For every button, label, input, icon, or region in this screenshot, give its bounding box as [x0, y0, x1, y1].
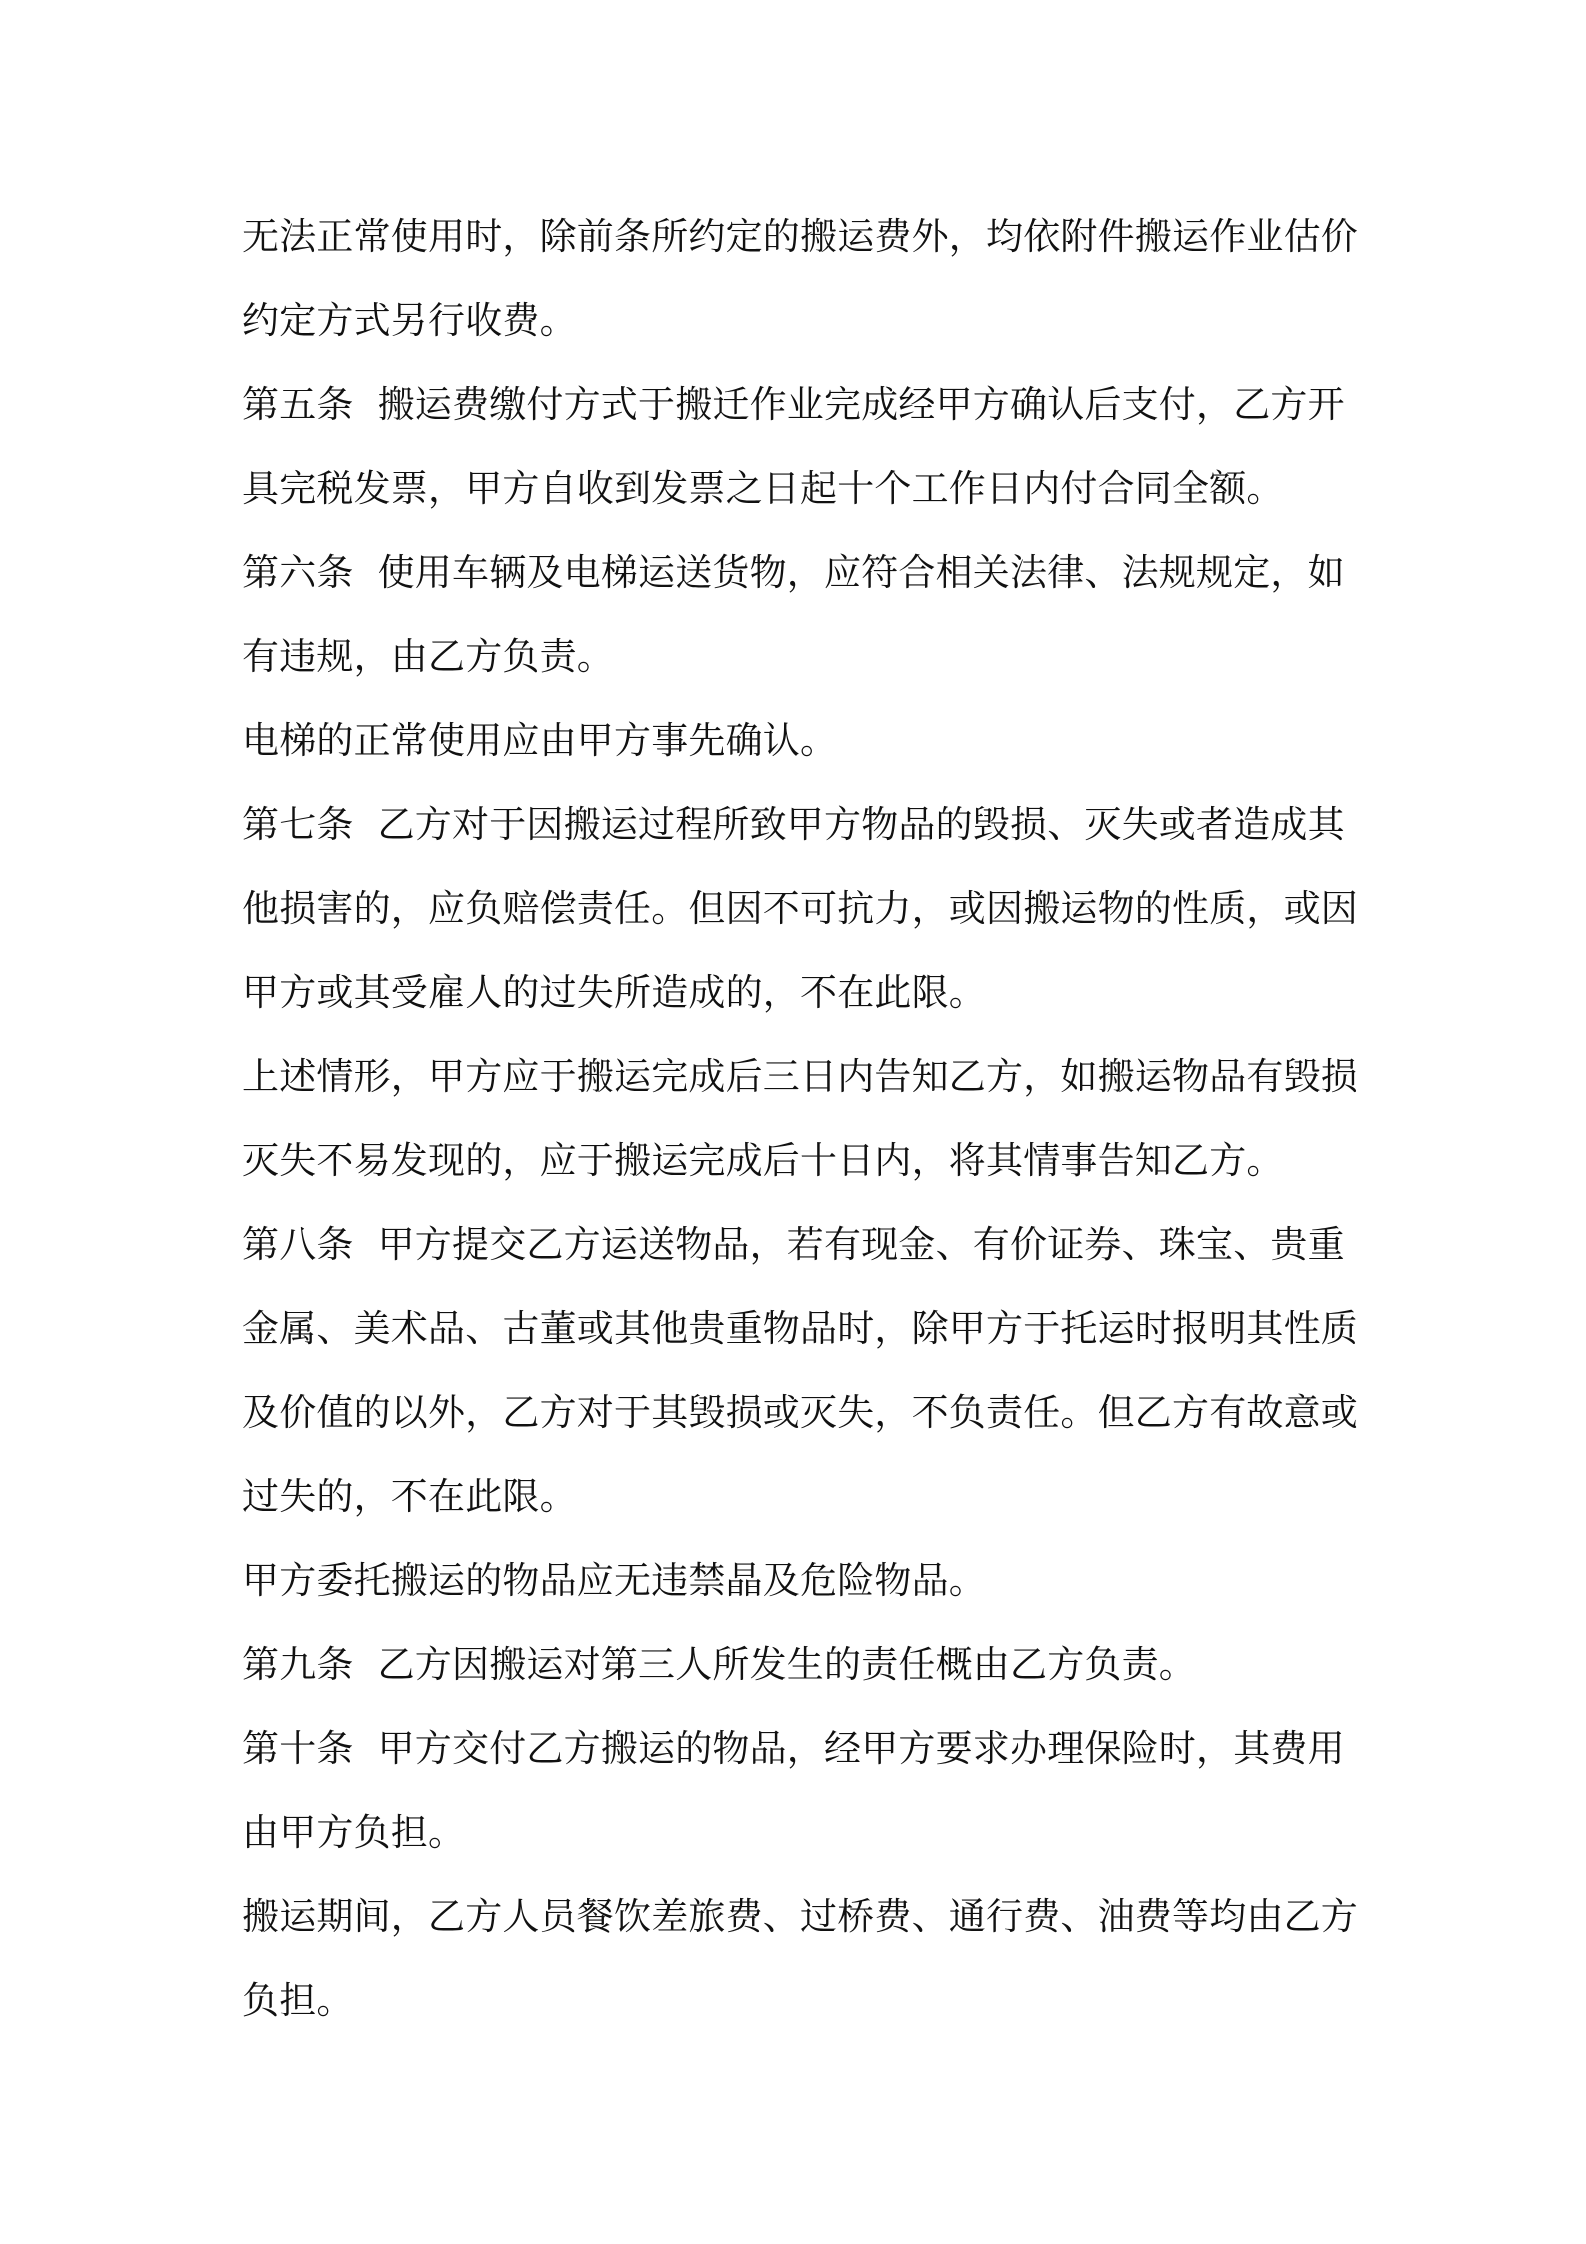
text-line [242, 951, 1362, 1035]
article-10-line [242, 1707, 1362, 1791]
line-text: 灭失不易发现的，应于搬运完成后十日内，将其情事告知乙方。 [242, 1139, 1284, 1182]
text-line [242, 1959, 1362, 2043]
article-number: 第八条 [242, 1223, 354, 1266]
document-body [242, 195, 1362, 2043]
text-line [242, 1791, 1362, 1875]
line-text: 金属、美术品、古董或其他贵重物品时，除甲方于托运时报明其性质 [242, 1307, 1358, 1350]
text-line [242, 1371, 1362, 1455]
article-number: 第七条 [242, 803, 354, 846]
text-line [242, 867, 1362, 951]
line-text: 他损害的，应负赔偿责任。但因不可抗力，或因搬运物的性质，或因 [242, 887, 1358, 930]
line-text: 负担。 [242, 1979, 354, 2022]
line-text: 甲方或其受雇人的过失所造成的，不在此限。 [242, 971, 986, 1014]
line-text: 甲方交付乙方搬运的物品，经甲方要求办理保险时，其费用 [377, 1727, 1345, 1770]
line-text: 甲方提交乙方运送物品，若有现金、有价证券、珠宝、贵重 [377, 1223, 1345, 1266]
line-text: 上述情形，甲方应于搬运完成后三日内告知乙方，如搬运物品有毁损 [242, 1055, 1358, 1098]
line-text: 由甲方负担。 [242, 1811, 466, 1854]
article-number: 第六条 [242, 551, 354, 594]
text-line [242, 1119, 1362, 1203]
article-5-line [242, 363, 1362, 447]
line-text: 搬运费缴付方式于搬迁作业完成经甲方确认后支付，乙方开 [377, 383, 1345, 426]
article-8-line [242, 1203, 1362, 1287]
line-text: 有违规，由乙方负责。 [242, 635, 614, 678]
text-line [242, 1455, 1362, 1539]
line-text: 搬运期间，乙方人员餐饮差旅费、过桥费、通行费、油费等均由乙方 [242, 1895, 1358, 1938]
article-6-line [242, 531, 1362, 615]
text-line [242, 615, 1362, 699]
text-line [242, 1035, 1362, 1119]
text-line [242, 447, 1362, 531]
line-text: 具完税发票，甲方自收到发票之日起十个工作日内付合同全额。 [242, 467, 1284, 510]
article-7-line [242, 783, 1362, 867]
article-number: 第十条 [242, 1727, 354, 1770]
line-text: 甲方委托搬运的物品应无违禁晶及危险物品。 [242, 1559, 986, 1602]
line-text: 无法正常使用时，除前条所约定的搬运费外，均依附件搬运作业估价 [242, 215, 1358, 258]
text-line [242, 195, 1362, 279]
text-line [242, 279, 1362, 363]
line-text: 乙方因搬运对第三人所发生的责任概由乙方负责。 [377, 1643, 1197, 1686]
line-text: 使用车辆及电梯运送货物，应符合相关法律、法规规定，如 [377, 551, 1345, 594]
text-line [242, 1875, 1362, 1959]
text-line [242, 699, 1362, 783]
line-text: 及价值的以外，乙方对于其毁损或灭失，不负责任。但乙方有故意或 [242, 1391, 1358, 1434]
line-text: 电梯的正常使用应由甲方事先确认。 [242, 719, 838, 762]
article-number: 第九条 [242, 1643, 354, 1686]
text-line [242, 1539, 1362, 1623]
article-number: 第五条 [242, 383, 354, 426]
text-line [242, 1287, 1362, 1371]
line-text: 约定方式另行收费。 [242, 299, 577, 342]
line-text: 过失的，不在此限。 [242, 1475, 577, 1518]
article-9-line [242, 1623, 1362, 1707]
line-text: 乙方对于因搬运过程所致甲方物品的毁损、灭失或者造成其 [377, 803, 1345, 846]
